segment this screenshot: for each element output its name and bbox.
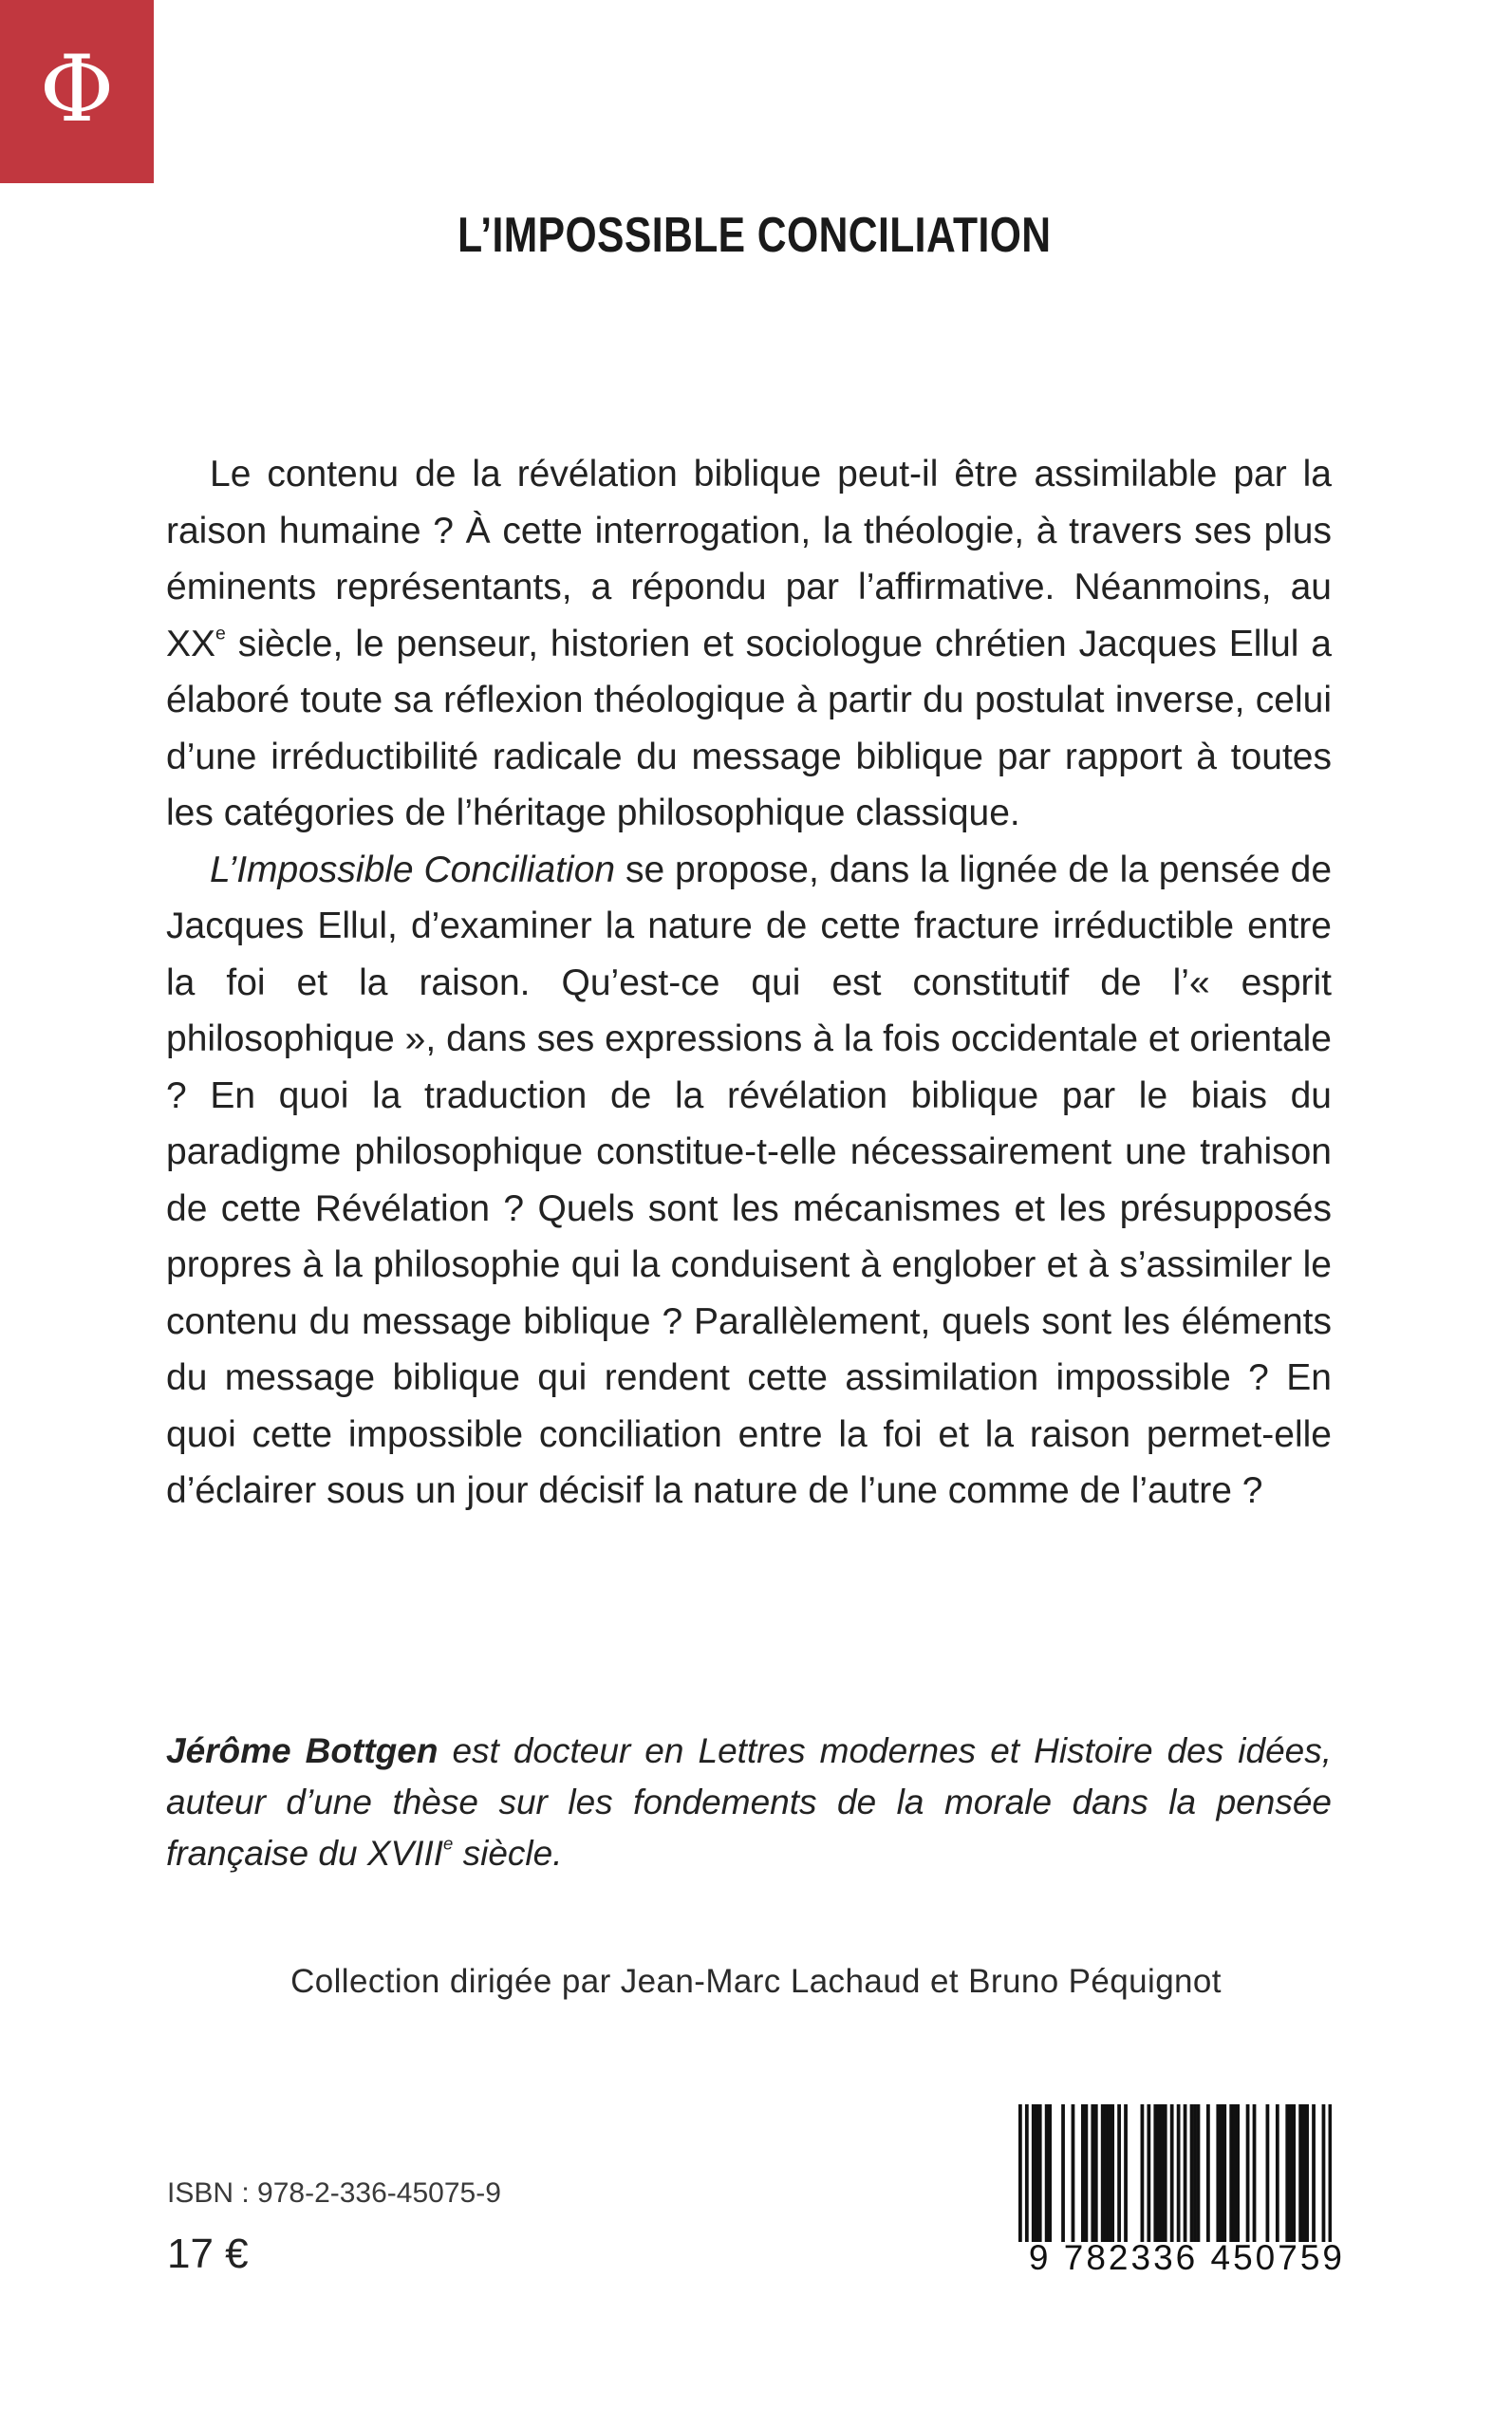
- barcode-bar: [1298, 2104, 1302, 2242]
- italic-book-title: L’Impossible Conciliation: [210, 849, 616, 890]
- isbn-label: ISBN : 978-2-336-45075-9: [167, 2177, 501, 2209]
- blurb-paragraph-2: L’Impossible Conciliation se propose, dans la lignée de la pensée de Jacques Ellul, d’examiner la nature de cette fracture irréductible entre la foi et la raison. Qu’est-ce qui est constitutif de l’« esprit philosophique », dans ses expressions à la fois occidentale et orientale ? En quoi la traduction de la révélation biblique par le biais du paradigme philosophique constitue-t-elle nécessairement une trahison de cette Révélation ? Quels sont les mécanismes et les présupposés propres à la philosophie qui la conduisent à englober et à s’assimiler le contenu du message biblique ? Parallèlement, quels sont les éléments du message biblique qui rendent cette assimilation impossible ? En quoi cette impossible conciliation entre la foi et la raison permet-elle d’éclairer sous un jour décisif la nature de l’une comme de l’autre ?: [166, 849, 1333, 1511]
- price-label: 17 €: [167, 2231, 249, 2277]
- collection-credit: Collection dirigée par Jean-Marc Lachaud et Bruno Péquignot: [290, 1963, 1222, 2000]
- barcode-bar: [1312, 2104, 1316, 2242]
- barcode-bar: [1206, 2104, 1210, 2242]
- book-title: L’IMPOSSIBLE CONCILIATION: [457, 208, 1052, 263]
- barcode-bar: [1081, 2104, 1085, 2242]
- barcode-bar: [1101, 2104, 1105, 2242]
- barcode-bar: [1153, 2104, 1157, 2242]
- barcode-bar: [1285, 2104, 1289, 2242]
- barcode-bar: [1084, 2104, 1088, 2242]
- barcode-bar: [1111, 2104, 1114, 2242]
- barcode-bar: [1094, 2104, 1098, 2242]
- barcode-bar: [1160, 2104, 1164, 2242]
- barcode-bar: [1229, 2104, 1233, 2242]
- barcode-bar: [1018, 2104, 1022, 2242]
- barcode-bar: [1032, 2104, 1036, 2242]
- barcode-bar: [1276, 2104, 1279, 2242]
- barcode-bar: [1236, 2104, 1240, 2242]
- barcode-bar: [1045, 2104, 1049, 2242]
- barcode-bar: [1329, 2104, 1332, 2242]
- barcode-bar: [1302, 2104, 1306, 2242]
- barcode-bar: [1322, 2104, 1326, 2242]
- barcode-bar: [1164, 2104, 1167, 2242]
- barcode-bar: [1141, 2104, 1145, 2242]
- barcode-bar: [1124, 2104, 1128, 2242]
- barcode-bar: [1170, 2104, 1174, 2242]
- barcode-bar: [1289, 2104, 1293, 2242]
- barcode-bar: [1177, 2104, 1181, 2242]
- barcode-bar: [1091, 2104, 1094, 2242]
- barcode-bar: [1157, 2104, 1161, 2242]
- back-cover-blurb: [166, 446, 1332, 1520]
- barcode-bar: [1266, 2104, 1270, 2242]
- barcode-bar: [1035, 2104, 1038, 2242]
- barcode-bar: [1117, 2104, 1121, 2242]
- barcode-bar: [1072, 2104, 1075, 2242]
- barcode-bar: [1184, 2104, 1187, 2242]
- barcode-bar: [1048, 2104, 1052, 2242]
- barcode-bar: [1233, 2104, 1237, 2242]
- barcode-bar: [1223, 2104, 1226, 2242]
- barcode-bar: [1061, 2104, 1065, 2242]
- barcode-bar: [1190, 2104, 1194, 2242]
- barcode-bar: [1216, 2104, 1220, 2242]
- phi-logo-icon: Φ: [39, 35, 115, 142]
- barcode-bar: [1197, 2104, 1201, 2242]
- publisher-logo: [0, 0, 154, 183]
- author-name: Jérôme Bottgen: [166, 1731, 439, 1770]
- author-bio: Jérôme Bottgen est docteur en Lettres modernes et Histoire des idées, auteur d’une thèse sur les fondements de la morale dans la pensée française du XVIIIe siècle.: [166, 1731, 1333, 1873]
- barcode-bar: [1193, 2104, 1197, 2242]
- barcode-bar: [1025, 2104, 1029, 2242]
- barcode-bars-icon: [1018, 2104, 1332, 2242]
- barcode-bar: [1038, 2104, 1042, 2242]
- barcode-bar: [1108, 2104, 1111, 2242]
- blurb-paragraph-1: Le contenu de la révélation biblique peut-il être assimilable par la raison humaine ? À cette interrogation, la théologie, à travers ses plus éminents représentants, a répondu par l’affirmative. Néanmoins, au XXe siècle, le penseur, historien et sociologue chrétien Jacques Ellul a élaboré toute sa réflexion théologique à partir du postulat inverse, celui d’une irréductibilité radicale du message biblique par rapport à toutes les catégories de l’héritage philosophique classique.: [166, 454, 1332, 833]
- barcode-bar: [1253, 2104, 1257, 2242]
- barcode-bar: [1292, 2104, 1296, 2242]
- barcode-bar: [1147, 2104, 1150, 2242]
- barcode-bar: [1104, 2104, 1108, 2242]
- barcode-bar: [1220, 2104, 1223, 2242]
- barcode-bar: [1305, 2104, 1309, 2242]
- barcode-digits: 9 782336 450759: [1028, 2238, 1345, 2277]
- barcode-bar: [1246, 2104, 1250, 2242]
